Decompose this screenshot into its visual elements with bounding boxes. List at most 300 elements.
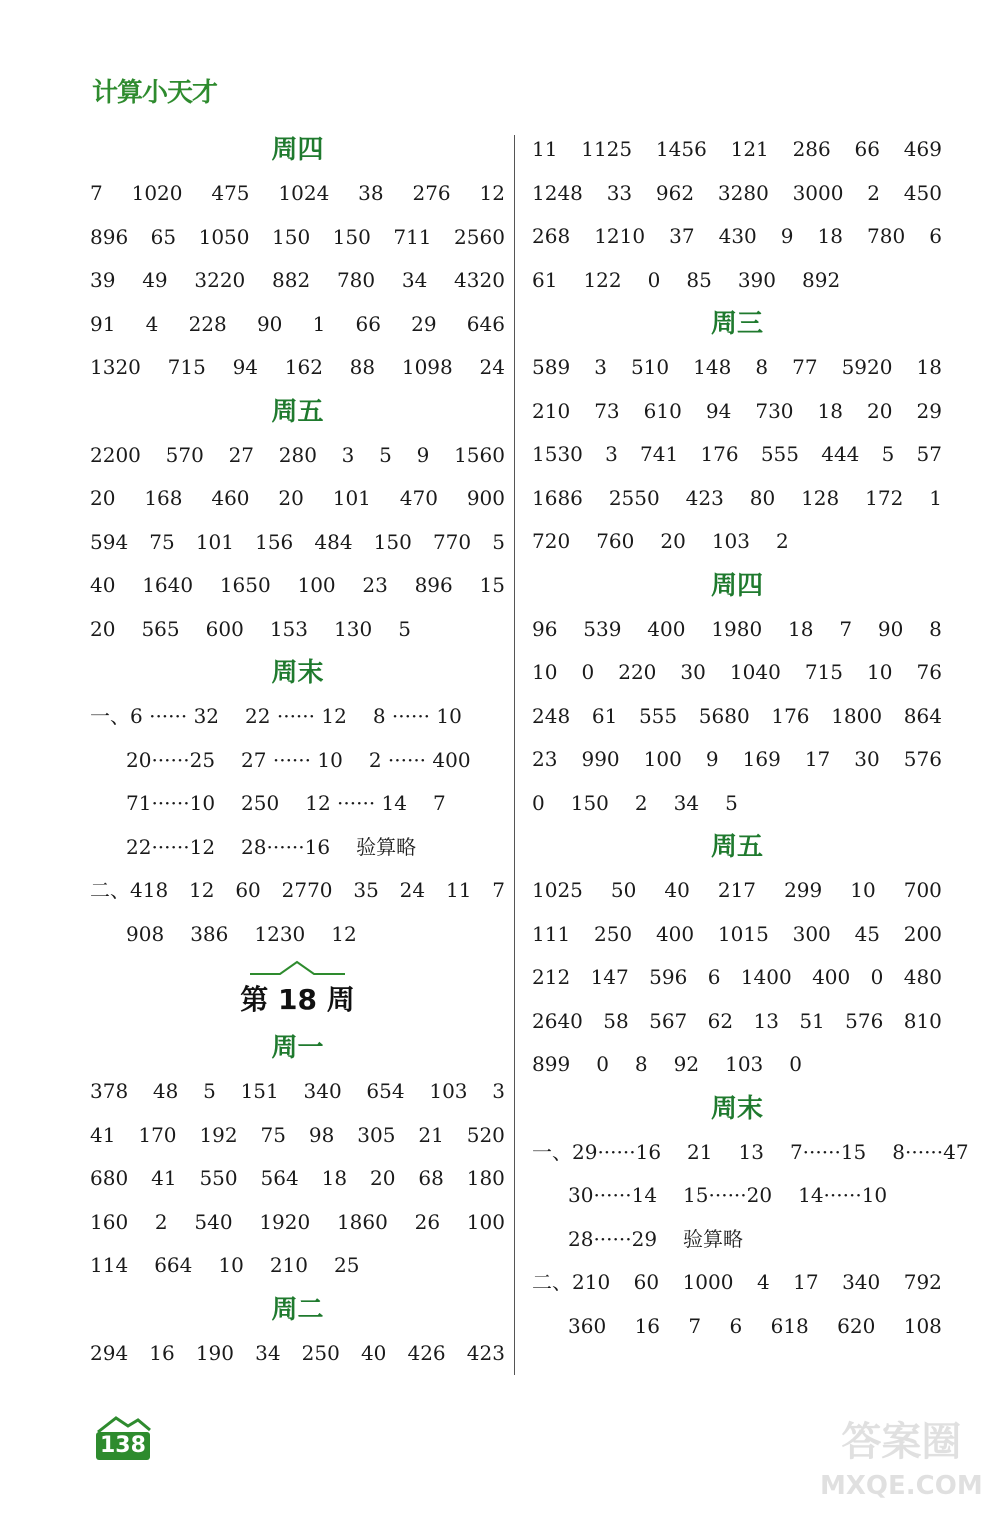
answer-value: 20 <box>90 616 116 641</box>
answer-value: 730 <box>755 398 794 423</box>
answer-value: 720 <box>532 529 571 553</box>
answer-value: 一、29······16 <box>532 1139 662 1164</box>
answer-value: 3280 <box>717 180 769 205</box>
answer-value: 610 <box>643 398 682 423</box>
answer-value: 228 <box>188 311 227 336</box>
answer-value: 38 <box>358 181 384 205</box>
answer-row <box>532 651 942 695</box>
answer-value: 469 <box>903 137 942 161</box>
answer-value: 11 <box>532 137 558 161</box>
answer-value: 18 <box>817 224 843 248</box>
answer-value: 2 <box>776 529 789 553</box>
answer-value: 430 <box>718 224 757 248</box>
answer-value: 20 <box>660 529 686 553</box>
day-heading: 周末 <box>710 1093 763 1124</box>
answer-row <box>90 782 505 826</box>
answer-row <box>532 782 942 826</box>
answer-value: 212 <box>532 965 571 989</box>
right-column <box>532 128 969 1348</box>
answer-value: 962 <box>655 180 695 205</box>
answer-value: 168 <box>144 486 183 510</box>
answer-value: 10 <box>867 660 893 684</box>
answer-value: 9 <box>416 442 430 467</box>
answer-value: 验算略 <box>356 834 417 859</box>
watermark <box>820 1420 983 1508</box>
answer-value: 150 <box>373 529 412 554</box>
answer-row <box>90 869 505 913</box>
answer-row <box>532 390 942 434</box>
answer-value: 20 <box>867 398 893 423</box>
answer-value: 5 <box>881 442 895 466</box>
answer-value: 20 <box>370 1166 396 1190</box>
answer-value: 23 <box>362 573 388 597</box>
answer-value: 896 <box>90 224 129 249</box>
answer-value: 10 <box>532 660 558 684</box>
answer-value: 1050 <box>198 224 250 249</box>
answer-value: 21 <box>418 1122 444 1147</box>
answer-value: 780 <box>867 224 906 248</box>
answer-value: 1456 <box>655 137 707 161</box>
answer-value: 0 <box>789 1052 803 1076</box>
answer-value: 170 <box>138 1122 177 1147</box>
answer-value: 475 <box>211 181 250 205</box>
answer-value: 103 <box>711 529 751 553</box>
answer-value: 34 <box>673 790 700 815</box>
answer-value: 1860 <box>336 1209 388 1234</box>
answer-row <box>532 477 942 521</box>
answer-value: 111 <box>532 921 571 946</box>
answer-value: 539 <box>583 616 622 641</box>
answer-row <box>90 303 505 347</box>
watermark-text: 答案圈 <box>841 1419 962 1465</box>
answer-row <box>532 172 942 216</box>
answer-value: 13 <box>753 1008 779 1033</box>
answer-value: 220 <box>618 660 657 684</box>
answer-value: 6 <box>929 224 942 248</box>
answer-value: 23 <box>532 747 558 771</box>
answer-value: 484 <box>314 529 353 554</box>
answer-value: 10 <box>218 1253 244 1277</box>
answer-value: 90 <box>256 311 283 336</box>
answer-value: 一、6 ······ 32 <box>90 704 220 728</box>
roof-decoration-icon <box>90 958 505 978</box>
answer-row <box>90 1114 505 1158</box>
answer-value: 250 <box>593 921 633 946</box>
answer-value: 3 <box>594 355 607 379</box>
answer-value: 1210 <box>594 224 646 248</box>
answer-value: 15 <box>479 573 505 597</box>
answer-value: 8 <box>634 1052 648 1076</box>
answer-value: 35 <box>353 878 379 902</box>
answer-value: 22 ······ 12 <box>245 704 347 728</box>
answer-value: 2550 <box>608 485 660 510</box>
answer-value: 100 <box>297 573 336 597</box>
answer-value: 40 <box>360 1340 387 1365</box>
answer-value: 34 <box>255 1340 281 1365</box>
answer-value: 2 <box>867 180 880 205</box>
answer-value: 2560 <box>454 224 505 249</box>
answer-value: 30 <box>680 660 706 684</box>
answer-value: 20 <box>90 486 116 510</box>
answer-row <box>532 1218 942 1262</box>
answer-row <box>90 259 505 303</box>
answer-value: 8······47 <box>892 1139 969 1164</box>
day-heading: 周四 <box>271 135 324 165</box>
answer-value: 190 <box>195 1340 235 1365</box>
answer-value: 二、210 <box>532 1270 611 1294</box>
answer-value: 16 <box>634 1313 661 1338</box>
answer-value: 715 <box>167 355 206 379</box>
answer-value: 1248 <box>532 180 583 205</box>
answer-value: 65 <box>150 224 177 249</box>
answer-value: 94 <box>705 398 732 423</box>
answer-value: 426 <box>407 1340 446 1365</box>
answer-value: 390 <box>737 267 777 292</box>
answer-value: 96 <box>532 616 558 641</box>
answer-value: 156 <box>255 529 294 554</box>
answer-value: 2200 <box>90 442 141 467</box>
week-title: 第 18 周 <box>240 983 355 1016</box>
answer-value: 88 <box>349 355 376 379</box>
answer-row <box>532 1174 942 1218</box>
answer-value: 276 <box>412 181 451 205</box>
answer-value: 103 <box>429 1079 468 1103</box>
answer-value: 1125 <box>581 137 633 161</box>
answer-value: 66 <box>854 137 880 161</box>
day-heading: 周五 <box>271 396 324 427</box>
answer-value: 5 <box>725 790 738 815</box>
page-number: 138 <box>96 1432 150 1460</box>
answer-row <box>532 520 942 564</box>
answer-value: 147 <box>590 965 629 989</box>
answer-value: 1040 <box>729 660 781 684</box>
answer-row <box>90 1201 505 1245</box>
answer-value: 2 ······ 400 <box>368 747 471 772</box>
answer-value: 61 <box>532 267 558 292</box>
answer-row <box>532 433 942 477</box>
answer-value: 540 <box>194 1209 233 1234</box>
answer-value: 589 <box>532 355 571 379</box>
answer-value: 101 <box>332 486 371 510</box>
answer-value: 9 <box>780 224 794 248</box>
answer-value: 1980 <box>711 616 763 641</box>
answer-row <box>90 434 505 478</box>
answer-value: 210 <box>269 1253 309 1277</box>
answer-value: 5 <box>203 1079 216 1103</box>
answer-value: 60 <box>633 1270 660 1294</box>
answer-value: 0 <box>532 790 545 815</box>
answer-row <box>532 1131 969 1175</box>
answer-row <box>90 172 505 216</box>
answer-value: 1015 <box>717 921 769 946</box>
answer-value: 1230 <box>254 921 306 946</box>
answer-value: 4320 <box>454 268 505 292</box>
answer-value: 92 <box>673 1052 700 1076</box>
answer-value: 576 <box>903 747 942 771</box>
answer-value: 128 <box>801 485 840 510</box>
answer-value: 200 <box>903 921 942 946</box>
answer-value: 0 <box>581 660 595 684</box>
answer-value: 378 <box>90 1079 129 1103</box>
answer-value: 62 <box>707 1008 734 1033</box>
answer-value: 1320 <box>90 355 141 379</box>
answer-value: 899 <box>532 1052 571 1076</box>
answer-value: 1 <box>929 485 942 510</box>
answer-value: 1920 <box>259 1209 311 1234</box>
answer-value: 294 <box>90 1340 129 1365</box>
answer-value: 600 <box>205 616 244 641</box>
answer-value: 299 <box>784 878 823 902</box>
day-heading: 周二 <box>271 1294 324 1325</box>
answer-value: 360 <box>568 1313 607 1338</box>
answer-value: 900 <box>466 486 505 510</box>
answer-value: 576 <box>845 1008 884 1033</box>
answer-value: 5920 <box>841 355 893 379</box>
answer-value: 810 <box>903 1008 942 1033</box>
answer-value: 172 <box>865 485 904 510</box>
answer-value: 2770 <box>281 878 333 902</box>
answer-value: 6 <box>729 1313 743 1338</box>
answer-value: 75 <box>149 529 175 554</box>
answer-value: 4 <box>145 311 159 336</box>
answer-value: 864 <box>903 703 942 728</box>
answer-value: 18 <box>788 616 814 641</box>
answer-value: 148 <box>693 355 732 379</box>
answer-value: 2640 <box>532 1008 583 1033</box>
answer-row <box>532 128 942 172</box>
answer-value: 153 <box>269 616 309 641</box>
answer-value: 0 <box>870 965 884 989</box>
answer-value: 555 <box>638 703 678 728</box>
answer-value: 564 <box>260 1166 299 1190</box>
answer-value: 51 <box>799 1008 825 1033</box>
answer-value: 29 <box>916 398 942 423</box>
answer-value: 480 <box>903 965 942 989</box>
answer-row <box>532 1000 942 1044</box>
answer-row <box>532 738 942 782</box>
answer-value: 250 <box>301 1340 340 1365</box>
answer-value: 792 <box>903 1270 942 1294</box>
answer-value: 33 <box>606 180 633 205</box>
answer-value: 510 <box>630 355 670 379</box>
answer-row <box>532 1305 942 1349</box>
answer-row <box>90 521 505 565</box>
answer-value: 1650 <box>219 573 271 597</box>
answer-value: 8 <box>929 616 942 641</box>
answer-value: 565 <box>141 616 180 641</box>
answer-value: 550 <box>199 1166 238 1190</box>
answer-value: 29 <box>411 311 437 336</box>
day-heading: 周三 <box>710 309 763 339</box>
answer-value: 100 <box>643 747 682 771</box>
answer-value: 101 <box>195 529 235 554</box>
answer-value: 11 <box>445 878 472 902</box>
answer-row <box>532 215 942 259</box>
answer-value: 423 <box>466 1340 505 1365</box>
answer-row <box>90 477 505 521</box>
answer-value: 7 <box>492 878 505 902</box>
day-heading: 周四 <box>710 570 763 601</box>
answer-row <box>90 826 505 870</box>
answer-value: 180 <box>466 1166 505 1190</box>
answer-value: 58 <box>603 1008 629 1033</box>
answer-value: 68 <box>418 1166 444 1190</box>
answer-value: 1020 <box>131 181 183 205</box>
answer-value: 1000 <box>682 1270 734 1294</box>
answer-value: 5 <box>492 529 505 554</box>
answer-value: 37 <box>669 224 695 248</box>
answer-value: 0 <box>647 267 661 292</box>
answer-value: 41 <box>151 1166 177 1190</box>
answer-value: 1686 <box>532 485 583 510</box>
answer-value: 300 <box>792 921 831 946</box>
answer-row <box>90 608 505 652</box>
answer-value: 18 <box>916 355 942 379</box>
answer-value: 3 <box>341 442 355 467</box>
answer-value: 555 <box>760 442 800 466</box>
answer-value: 20 <box>278 486 304 510</box>
answer-value: 305 <box>357 1122 396 1147</box>
answer-value: 176 <box>700 442 739 466</box>
answer-value: 400 <box>647 616 686 641</box>
answer-value: 18 <box>321 1166 348 1190</box>
answer-value: 8 <box>755 355 769 379</box>
answer-value: 17 <box>804 747 831 771</box>
answer-row <box>90 1157 505 1201</box>
answer-value: 50 <box>610 878 637 902</box>
answer-value: 60 <box>235 878 261 902</box>
day-heading: 周末 <box>271 658 324 688</box>
answer-value: 780 <box>336 268 376 292</box>
answer-value: 192 <box>199 1122 238 1147</box>
answer-row <box>532 1261 942 1305</box>
answer-value: 108 <box>903 1313 942 1338</box>
answer-value: 9 <box>705 747 719 771</box>
answer-row <box>90 564 505 608</box>
answer-value: 17 <box>793 1270 819 1294</box>
answer-value: 520 <box>466 1122 505 1147</box>
answer-value: 150 <box>272 224 311 249</box>
answer-value: 162 <box>284 355 323 379</box>
answer-value: 7······15 <box>789 1139 867 1164</box>
answer-value: 618 <box>770 1313 809 1338</box>
answer-value: 4 <box>756 1270 770 1294</box>
answer-row <box>90 739 505 783</box>
answer-value: 1800 <box>831 703 883 728</box>
answer-row <box>532 695 942 739</box>
answer-value: 3220 <box>194 268 246 292</box>
answer-value: 28······29 <box>568 1226 658 1251</box>
answer-value: 91 <box>90 311 116 336</box>
answer-value: 5680 <box>698 703 750 728</box>
answer-value: 0 <box>596 1052 609 1076</box>
answer-value: 二、418 <box>90 878 169 902</box>
answer-value: 90 <box>877 616 904 641</box>
answer-row <box>90 1332 505 1376</box>
answer-value: 7 <box>688 1313 702 1338</box>
answer-value: 711 <box>393 224 432 249</box>
answer-value: 680 <box>90 1166 129 1190</box>
page-number-badge <box>88 1412 158 1464</box>
answer-row <box>532 913 942 957</box>
answer-value: 27 ······ 10 <box>241 747 343 772</box>
answer-row <box>532 608 942 652</box>
answer-value: 3000 <box>792 180 844 205</box>
answer-value: 990 <box>581 747 620 771</box>
answer-value: 验算略 <box>683 1226 744 1251</box>
answer-value: 7 <box>433 791 446 815</box>
answer-value: 340 <box>842 1270 881 1294</box>
answer-value: 423 <box>685 485 724 510</box>
answer-value: 217 <box>717 878 757 902</box>
answer-value: 76 <box>916 660 942 684</box>
answer-value: 24 <box>479 355 505 379</box>
answer-row <box>90 913 505 957</box>
day-heading: 周五 <box>710 832 763 862</box>
answer-value: 450 <box>903 180 942 205</box>
answer-value: 169 <box>742 747 781 771</box>
answer-value: 1098 <box>401 355 453 379</box>
answer-value: 1 <box>312 311 326 336</box>
answer-value: 12 <box>331 921 357 946</box>
answer-value: 40 <box>664 878 690 902</box>
answer-value: 596 <box>649 965 688 989</box>
answer-value: 45 <box>854 921 881 946</box>
answer-value: 61 <box>591 703 618 728</box>
answer-value: 28······16 <box>241 834 331 859</box>
answer-value: 66 <box>355 311 381 336</box>
answer-value: 567 <box>649 1008 688 1033</box>
answer-value: 41 <box>90 1122 116 1147</box>
answer-value: 444 <box>821 442 860 466</box>
answer-value: 6 <box>707 965 721 989</box>
answer-value: 30······14 <box>568 1183 658 1207</box>
answer-value: 12 <box>189 878 215 902</box>
answer-value: 15······20 <box>683 1183 773 1207</box>
answer-value: 21 <box>687 1139 713 1164</box>
answer-value: 85 <box>686 267 712 292</box>
answer-value: 12 ······ 14 <box>305 791 407 815</box>
answer-row <box>532 956 942 1000</box>
answer-value: 80 <box>749 485 776 510</box>
answer-value: 1560 <box>454 442 505 467</box>
answer-row <box>532 869 942 913</box>
answer-value: 268 <box>532 224 571 248</box>
answer-value: 24 <box>399 878 426 902</box>
answer-value: 75 <box>260 1122 286 1147</box>
answer-value: 1640 <box>142 573 194 597</box>
answer-value: 8 ······ 10 <box>372 704 462 728</box>
answer-value: 2 <box>634 790 648 815</box>
answer-value: 654 <box>366 1079 405 1103</box>
watermark-url: MXQE.COM <box>820 1471 983 1501</box>
answer-value: 1530 <box>532 442 583 466</box>
answer-value: 470 <box>399 486 438 510</box>
answer-value: 122 <box>583 267 622 292</box>
answer-value: 770 <box>432 529 472 554</box>
answer-value: 700 <box>903 878 942 902</box>
answer-value: 400 <box>812 965 851 989</box>
answer-value: 5 <box>379 442 392 467</box>
answer-row <box>90 1070 505 1114</box>
answer-value: 100 <box>466 1209 505 1234</box>
answer-value: 386 <box>190 921 229 946</box>
answer-value: 73 <box>594 398 620 423</box>
answer-value: 176 <box>771 703 810 728</box>
answer-value: 14······10 <box>798 1183 888 1207</box>
answer-value: 16 <box>149 1340 175 1365</box>
answer-value: 39 <box>90 268 116 292</box>
